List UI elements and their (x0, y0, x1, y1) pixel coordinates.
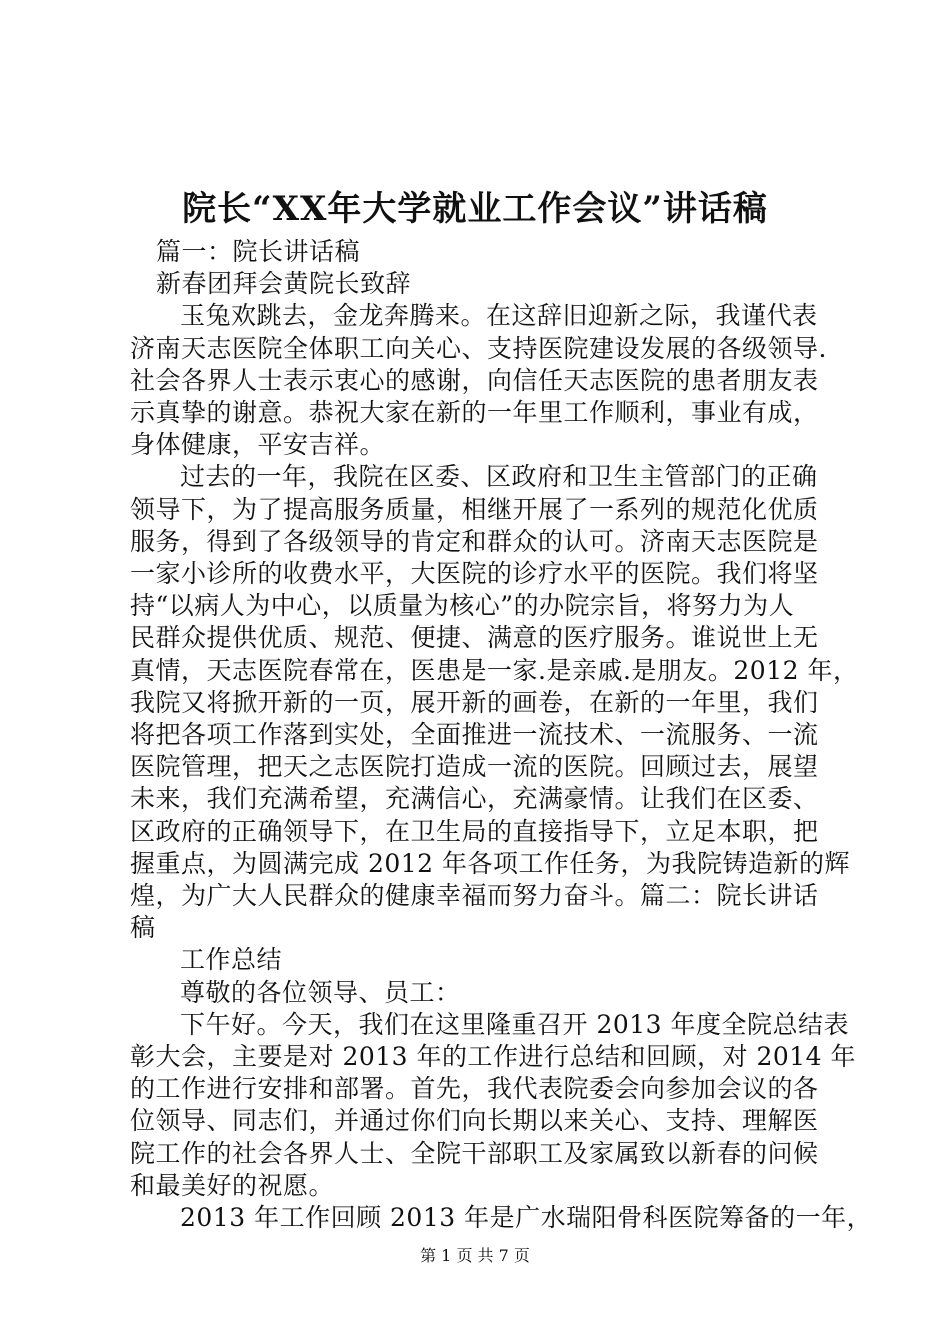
paragraph-line: 持“以病人为中心，以质量为核心”的办院宗旨，将努力为人 (130, 591, 795, 621)
paragraph-line: 医院管理，把天之志医院打造成一流的医院。回顾过去，展望 (130, 752, 819, 782)
paragraph-line: 2013 年工作回顾 2013 年是广水瑞阳骨科医院筹备的一年， (180, 1203, 873, 1233)
subheading: 新春团拜会黄院长致辞 (156, 269, 412, 299)
paragraph-line: 区政府的正确领导下，在卫生局的直接指导下，立足本职，把 (130, 816, 819, 846)
page-footer: 第 1 页 共 7 页 (420, 1246, 530, 1265)
paragraph-line: 彰大会，主要是对 2013 年的工作进行总结和回顾，对 2014 年 (130, 1042, 857, 1072)
paragraph-line: 服务，得到了各级领导的肯定和群众的认可。济南天志医院是 (130, 526, 819, 556)
document-body (130, 236, 873, 1234)
paragraph-line: 玉兔欢跳去，金龙奔腾来。在这辞旧迎新之际，我谨代表 (180, 301, 818, 331)
salutation: 尊敬的各位领导、员工： (180, 977, 461, 1007)
document-title: 院长“XX年大学就业工作会议”讲话稿 (182, 189, 768, 229)
paragraph-line: 真情，天志医院春常在，医患是一家.是亲戚.是朋友。2012 年， (130, 655, 859, 685)
paragraph-line: 和最美好的祝愿。 (130, 1170, 335, 1200)
paragraph-line: 煌，为广大人民群众的健康幸福而努力奋斗。篇二：院长讲话 (130, 881, 819, 911)
paragraph-line: 位领导、同志们，并通过你们向长期以来关心、支持、理解医 (130, 1106, 819, 1136)
section-heading-2: 工作总结 (180, 945, 283, 975)
section-heading-1: 篇一：院长讲话稿 (156, 237, 361, 266)
paragraph-line: 我院又将掀开新的一页，展开新的画卷，在新的一年里，我们 (130, 687, 819, 717)
paragraph-line: 示真挚的谢意。恭祝大家在新的一年里工作顺利，事业有成， (130, 398, 819, 428)
paragraph-line: 的工作进行安排和部署。首先，我代表院委会向参加会议的各 (130, 1074, 819, 1104)
paragraph-line: 握重点，为圆满完成 2012 年各项工作任务，为我院铸造新的辉 (130, 848, 851, 878)
paragraph-line: 一家小诊所的收费水平，大医院的诊疗水平的医院。我们将坚 (130, 559, 819, 589)
paragraph-line: 将把各项工作落到实处，全面推进一流技术、一流服务、一流 (130, 720, 819, 750)
paragraph-line: 身体健康，平安吉祥。 (130, 430, 386, 460)
paragraph-line: 社会各界人士表示衷心的感谢，向信任天志医院的患者朋友表 (130, 365, 819, 395)
paragraph-line: 院工作的社会各界人士、全院干部职工及家属致以新春的问候 (130, 1138, 819, 1168)
paragraph-line: 未来，我们充满希望，充满信心，充满豪情。让我们在区委、 (130, 784, 819, 814)
paragraph-line: 民群众提供优质、规范、便捷、满意的医疗服务。谁说世上无 (130, 623, 819, 653)
paragraph-line: 领导下，为了提高服务质量，相继开展了一系列的规范化优质 (130, 494, 819, 524)
paragraph-line: 济南天志医院全体职工向关心、支持医院建设发展的各级领导. (130, 333, 827, 363)
paragraph-line: 过去的一年，我院在区委、区政府和卫生主管部门的正确 (180, 462, 818, 492)
paragraph-line: 下午好。今天，我们在这里隆重召开 2013 年度全院总结表 (180, 1009, 850, 1039)
paragraph-line: 稿 (130, 913, 156, 943)
